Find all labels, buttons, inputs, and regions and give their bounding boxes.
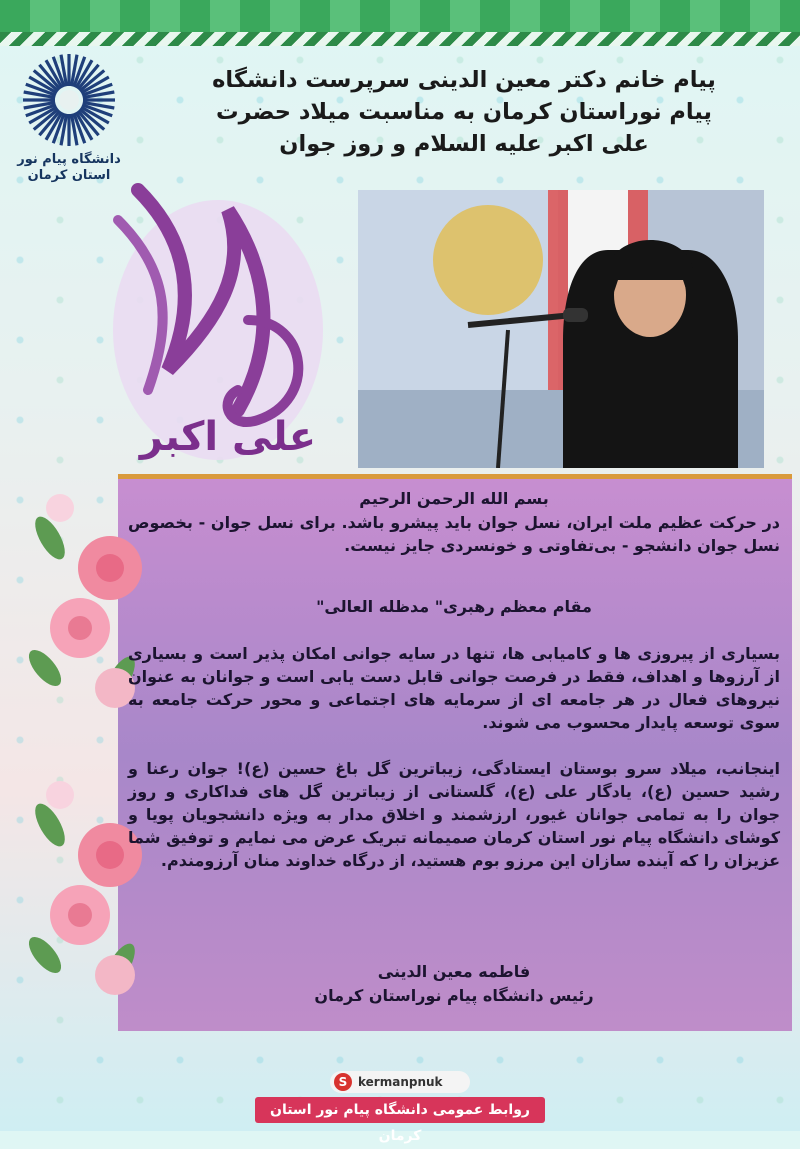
bismillah: بسم الله الرحمن الرحیم [359, 489, 549, 508]
message-panel [118, 474, 792, 1031]
paragraph-1: بسیاری از پیروزی ها و کامیابی ها، تنها در سایه جوانی امکان پذیر است و بسیاری از آرزوها و اهداف، فقط در فرصت جوانی قابل دست یابی است و جوانان به عنوان نیروهای فعال در هر جامعه ای از سرمایه های اجتماعی و محور حرکت جامعه به سوی توسعه پایدار محسوب می شوند. [128, 644, 780, 732]
paragraph-2: اینجانب، میلاد سرو بوستان ایستادگی، زیباترین گل باغ حسین (ع)! جوان رعنا و رشید حسین (ع)، یادگار علی (ع)، گلستانی از زیباترین گل های فداکاری و روز جوان را به تمامی جوانان غیور، ارزشمند و اخلاق مدار به ویژه دانشجویان پویا و کوشای دانشگاه پیام نور استان کرمان صمیمانه تبریک عرض می نمایم و توفیق شما عزیزان را که آینده سازان این مرزو بوم هستید، از درگاه خداوند منان آرزومندم. [128, 759, 780, 870]
title-line-2: پیام نوراستان کرمان به مناسبت میلاد حضرت [216, 99, 712, 125]
speaker-photo [358, 190, 764, 468]
title-line-1: پیام خانم دکتر معین الدینی سرپرست دانشگاه [212, 67, 716, 93]
signature-title: رئیس دانشگاه پیام نوراستان کرمان [314, 986, 594, 1005]
leader-quote: در حرکت عظیم ملت ایران، نسل جوان باید پیشرو باشد. برای نسل جوان - بخصوص نسل جوان دانشجو - بی‌تفاوتی و خونسردی جایز نیست. [128, 513, 780, 555]
signature-name: فاطمه معین الدینی [377, 962, 531, 981]
footer-caption: روابط عمومی دانشگاه پیام نور استان کرمان [255, 1097, 545, 1123]
logo-line-2: استان کرمان [27, 168, 111, 183]
calligraphy-text: علی اکبر [139, 414, 317, 460]
quote-source: مقام معظم رهبری" مدظله العالی" [316, 597, 592, 616]
ali-akbar-calligraphy [78, 150, 348, 470]
social-logo-icon: S [334, 1073, 352, 1091]
pnu-sunburst-icon [21, 52, 117, 148]
social-handle-badge[interactable] [330, 1071, 470, 1093]
title-line-3: علی اکبر علیه السلام و روز جوان [279, 131, 649, 157]
page-title [150, 64, 778, 160]
social-handle: kermanpnuk [358, 1075, 443, 1089]
logo-line-1: دانشگاه پیام نور [17, 152, 121, 167]
top-decorative-border [0, 0, 800, 46]
